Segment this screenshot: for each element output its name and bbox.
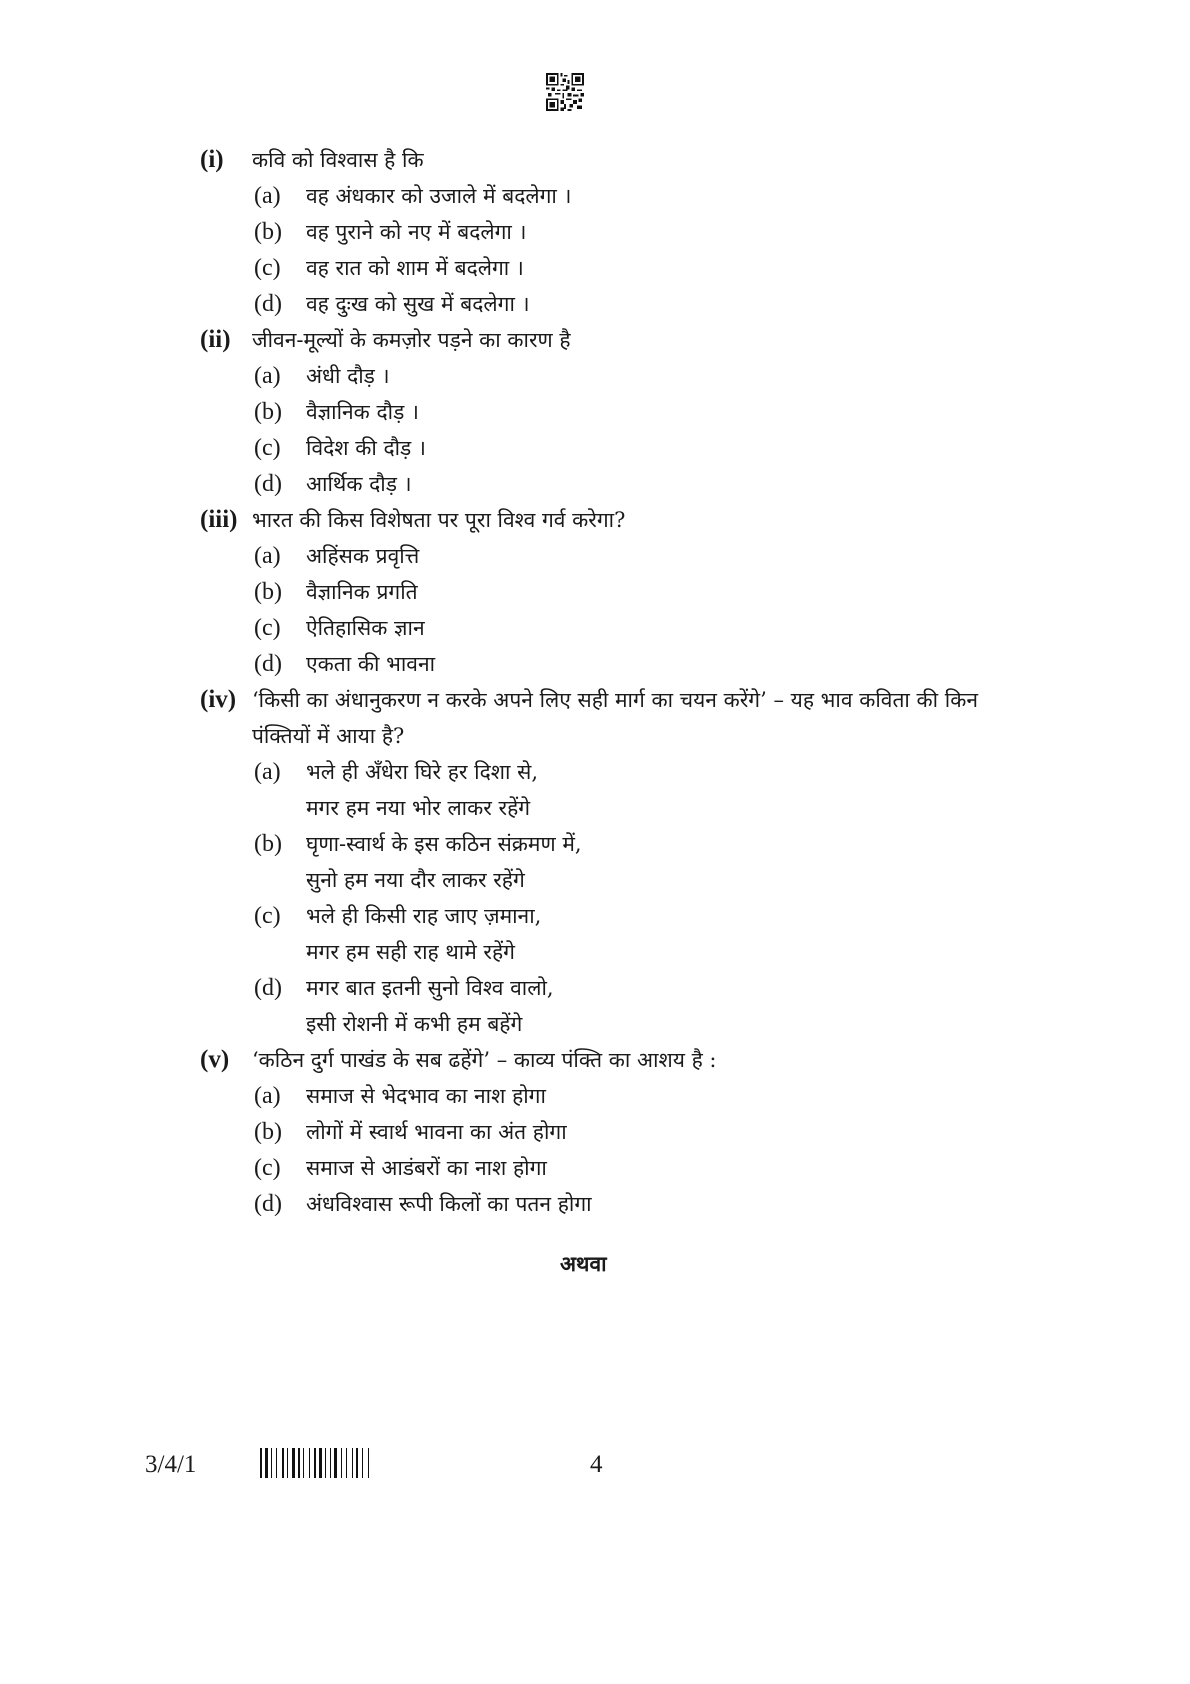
question (200, 682, 1020, 1042)
option (254, 538, 1020, 574)
option-text: लोगों में स्वार्थ भावना का अंत होगा (306, 1120, 567, 1144)
option-text: वह दुःख को सुख में बदलेगा । (306, 292, 530, 316)
option-text: भले ही किसी राह जाए ज़माना, (306, 904, 542, 928)
option-text: घृणा-स्वार्थ के इस कठिन संक्रमण में, (306, 832, 582, 856)
option-label: (c) (254, 1155, 281, 1181)
option-label: (b) (254, 831, 282, 857)
question-number: (v) (200, 1046, 230, 1073)
option (254, 574, 1020, 610)
option-label: (b) (254, 579, 282, 605)
question (200, 322, 1020, 502)
question-number: (ii) (200, 326, 231, 353)
option-text: मगर हम सही राह थामे रहेंगे (306, 940, 515, 964)
question-text: जीवन-मूल्यों के कमज़ोर पड़ने का कारण है (252, 328, 571, 352)
question (200, 142, 1020, 322)
option (254, 826, 1020, 898)
option-text: अंधविश्वास रूपी किलों का पतन होगा (306, 1192, 592, 1216)
option (254, 286, 1020, 322)
option-label: (c) (254, 255, 281, 281)
option-label: (d) (254, 975, 282, 1001)
option-label: (c) (254, 903, 281, 929)
athva-separator: अथवा (560, 1251, 607, 1276)
option-text: वह पुराने को नए में बदलेगा । (306, 220, 527, 244)
question-number: (iii) (200, 506, 238, 533)
question-text: ‘कठिन दुर्ग पाखंड के सब ढहेंगे’ – काव्य पंक्ति का आशय है : (252, 1048, 717, 1072)
option-label: (b) (254, 219, 282, 245)
option-label: (c) (254, 615, 281, 641)
option (254, 1150, 1020, 1186)
option-text: एकता की भावना (306, 652, 436, 676)
question-text: भारत की किस विशेषता पर पूरा विश्व गर्व करेगा? (252, 508, 626, 532)
option (254, 610, 1020, 646)
option-text: वह रात को शाम में बदलेगा । (306, 256, 524, 280)
option-label: (b) (254, 399, 282, 425)
option-text: मगर हम नया भोर लाकर रहेंगे (306, 796, 531, 820)
question-text: ‘किसी का अंधानुकरण न करके अपने लिए सही मार्ग का चयन करेंगे’ – यह भाव कविता की किन पंक्तियों में आया है? (252, 688, 979, 748)
page-number: 4 (590, 1451, 603, 1478)
question-text: कवि को विश्वास है कि (252, 148, 424, 172)
option-text: इसी रोशनी में कभी हम बहेंगे (306, 1012, 523, 1036)
option (254, 970, 1020, 1042)
qr-code-icon (546, 73, 584, 111)
option-text: समाज से आडंबरों का नाश होगा (306, 1156, 547, 1180)
option-label: (a) (254, 543, 281, 569)
option-text: अंधी दौड़ । (306, 364, 390, 388)
option (254, 250, 1020, 286)
option (254, 1186, 1020, 1222)
option-label: (d) (254, 651, 282, 677)
paper-code: 3/4/1 (145, 1451, 197, 1478)
option (254, 466, 1020, 502)
option-text: मगर बात इतनी सुनो विश्व वालो, (306, 976, 554, 1000)
option-label: (c) (254, 435, 281, 461)
option (254, 214, 1020, 250)
option-text: ऐतिहासिक ज्ञान (306, 616, 425, 640)
question-number: (i) (200, 146, 224, 173)
option (254, 430, 1020, 466)
option-text: वैज्ञानिक प्रगति (306, 580, 418, 604)
option-text: अहिंसक प्रवृत्ति (306, 544, 420, 568)
question-number: (iv) (200, 686, 237, 713)
option-label: (a) (254, 363, 281, 389)
option-text: विदेश की दौड़ । (306, 436, 426, 460)
option-label: (d) (254, 471, 282, 497)
question (200, 502, 1020, 682)
option (254, 1078, 1020, 1114)
option (254, 394, 1020, 430)
option-label: (a) (254, 183, 281, 209)
option (254, 1114, 1020, 1150)
option-text: वैज्ञानिक दौड़ । (306, 400, 419, 424)
option-text: समाज से भेदभाव का नाश होगा (306, 1084, 546, 1108)
option-text: सुनो हम नया दौर लाकर रहेंगे (306, 868, 525, 892)
option-label: (d) (254, 1191, 282, 1217)
option-text: वह अंधकार को उजाले में बदलेगा । (306, 184, 572, 208)
option (254, 178, 1020, 214)
question (200, 1042, 1020, 1222)
option-label: (d) (254, 291, 282, 317)
option-label: (a) (254, 759, 281, 785)
option-label: (a) (254, 1083, 281, 1109)
option (254, 646, 1020, 682)
option (254, 898, 1020, 970)
barcode-icon (260, 1448, 420, 1478)
option-text: आर्थिक दौड़ । (306, 472, 412, 496)
option-label: (b) (254, 1119, 282, 1145)
option (254, 358, 1020, 394)
option (254, 754, 1020, 826)
option-text: भले ही अँधेरा घिरे हर दिशा से, (306, 760, 538, 784)
questions-list (200, 142, 1020, 1222)
